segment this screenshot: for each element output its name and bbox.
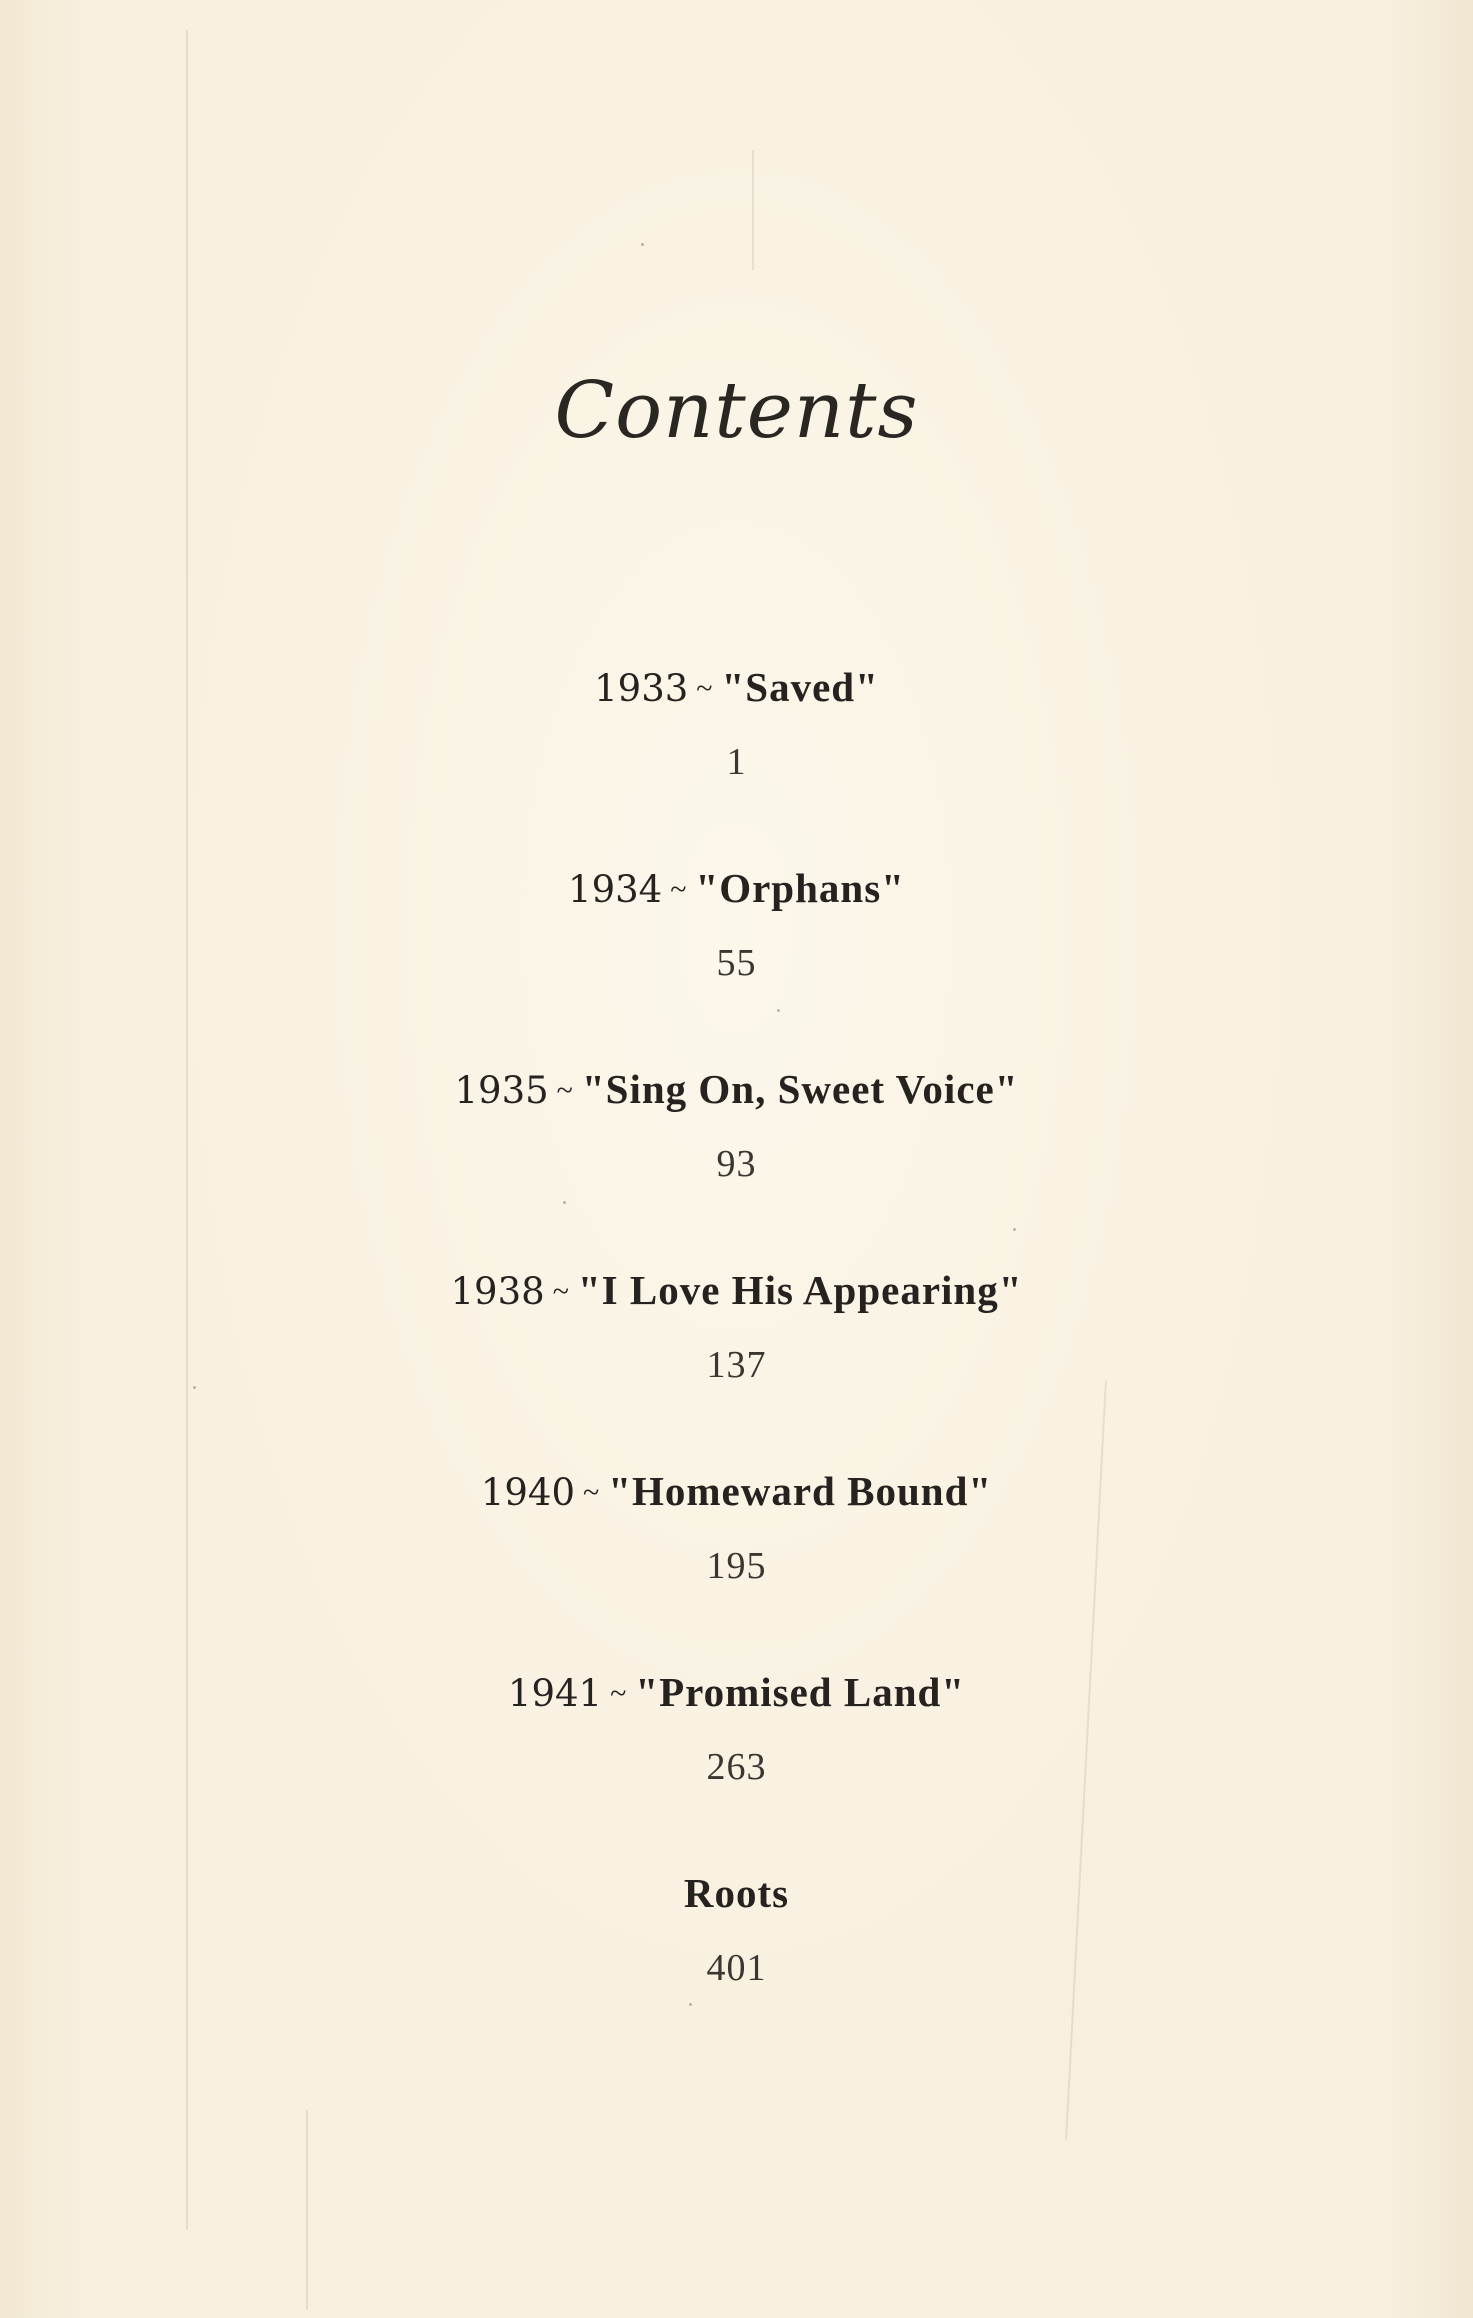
toc-separator: ~ (670, 873, 688, 906)
paper-crease (306, 2110, 308, 2310)
toc-year: 1935 (454, 1069, 549, 1112)
toc-entry-title (0, 655, 1473, 719)
toc-chapter-name: "Saved" (721, 664, 879, 710)
toc-chapter-name: "Sing On, Sweet Voice" (581, 1066, 1019, 1112)
toc-page-number: 55 (716, 942, 757, 984)
page-title: Contents (554, 366, 919, 456)
toc-entry[interactable] (0, 1459, 1473, 1660)
toc-entry[interactable] (0, 1057, 1473, 1258)
toc-year: 1941 (507, 1672, 603, 1715)
toc-entry-title (0, 1459, 1473, 1523)
toc-year: 1938 (450, 1270, 545, 1313)
toc-entry-title (0, 1660, 1473, 1724)
toc-entry[interactable] (0, 856, 1473, 1057)
table-of-contents (0, 655, 1473, 2062)
toc-page-number: 401 (706, 1947, 767, 1989)
toc-separator: ~ (583, 1476, 601, 1509)
toc-page-number: 1 (726, 741, 747, 783)
toc-page-number: 263 (706, 1746, 767, 1788)
toc-year: 1934 (568, 868, 663, 911)
toc-entry[interactable] (0, 1258, 1473, 1459)
toc-separator: ~ (552, 1275, 570, 1308)
toc-entry-title (0, 856, 1473, 920)
toc-entry-title (0, 1057, 1473, 1121)
toc-entry[interactable] (0, 1660, 1473, 1861)
toc-entry[interactable] (0, 1861, 1473, 2062)
toc-page-number: 93 (716, 1143, 757, 1185)
toc-chapter-name: Roots (683, 1870, 790, 1916)
paper-crease (752, 150, 754, 270)
toc-year: 1940 (480, 1471, 576, 1514)
toc-page-number: 137 (706, 1344, 767, 1386)
toc-chapter-name: "I Love His Appearing" (577, 1267, 1023, 1313)
paper-speck (641, 243, 644, 246)
toc-chapter-name: "Homeward Bound" (608, 1468, 993, 1514)
toc-separator: ~ (610, 1677, 628, 1710)
toc-chapter-name: "Orphans" (695, 865, 905, 911)
toc-separator: ~ (696, 672, 714, 705)
toc-page-number: 195 (706, 1545, 767, 1587)
toc-entry-title (0, 1861, 1473, 1925)
toc-entry-title (0, 1258, 1473, 1322)
toc-entry[interactable] (0, 655, 1473, 856)
toc-chapter-name: "Promised Land" (635, 1669, 966, 1715)
toc-separator: ~ (556, 1074, 574, 1107)
toc-year: 1933 (594, 667, 689, 710)
